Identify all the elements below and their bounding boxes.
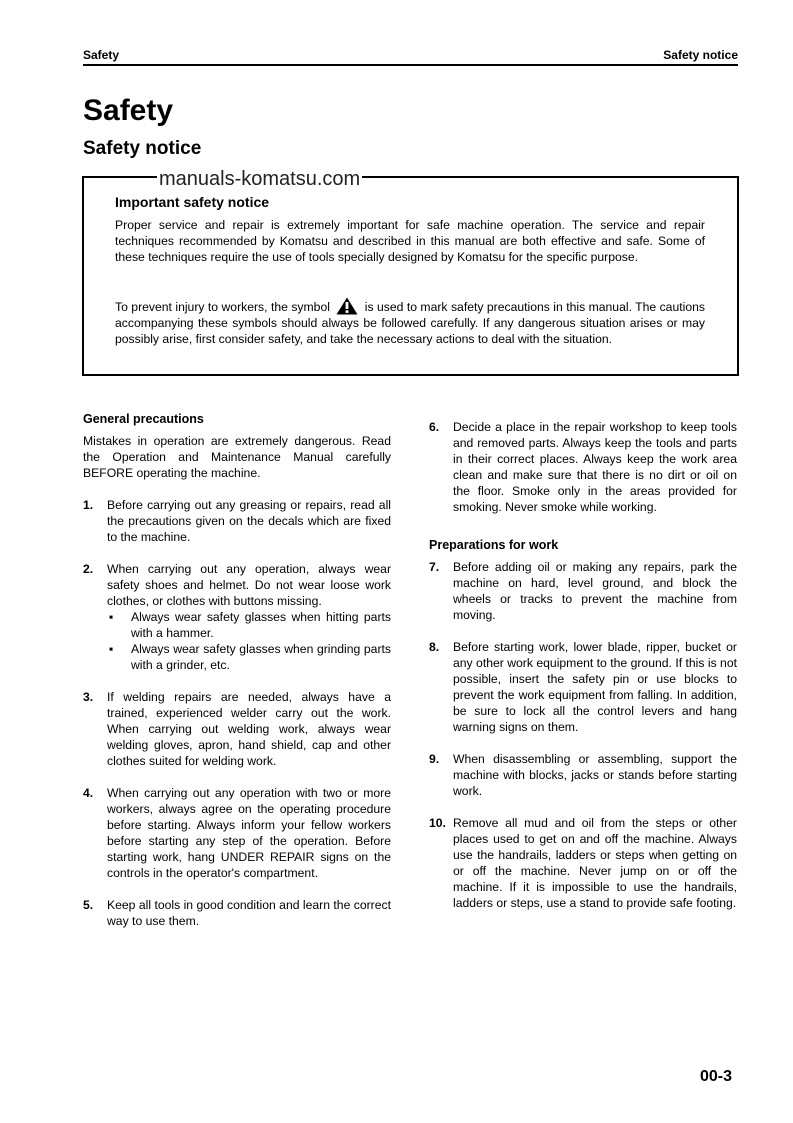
list-item-1: [83, 497, 391, 545]
page-number: 00-3: [700, 1068, 733, 1085]
list-item-4: [83, 785, 391, 881]
item-text: Before carrying out any greasing or repairs, read all the precautions given on the decals which are fixed to the machine.: [107, 498, 391, 544]
page-title: Safety: [83, 94, 174, 127]
notice-paragraph-1: Proper service and repair is extremely important for safe machine operation. The service and repair techniques recommended by Komatsu and described in this manual are both effective and safe. Some of these techniques require the use of tools specially designed by Komatsu for the specific purpose.: [115, 218, 705, 264]
header-topic-label: Safety notice: [663, 48, 738, 62]
header-section-label: Safety: [83, 48, 120, 62]
item-number: 7.: [429, 560, 440, 574]
general-precautions-intro: Mistakes in operation are extremely dangerous. Read the Operation and Maintenance Manual carefully BEFORE operating the machine.: [83, 434, 391, 480]
notice-paragraph-2-end: is used to mark safety precautions in this manual. The cautions accompanying these symbols should always be followed carefully. If any dangerous situation arises or may possibly arise, first consider safety, and take the necessary actions to deal with the situation.: [115, 300, 705, 346]
item-text: Before starting work, lower blade, ripper, bucket or any other work equipment to the ground. If this is not possible, insert the safety pin or use blocks to prevent the work equipment from falling. In addition, be sure to lock all the control levers and hang warning signs on them.: [453, 640, 737, 734]
item-text: When carrying out any operation, always wear safety shoes and helmet. Do not wear loose work clothes, or clothes with buttons missing.: [107, 562, 391, 608]
item-text: When disassembling or assembling, support the machine with blocks, jacks or stands before starting work.: [453, 752, 737, 798]
list-item-8: [429, 639, 737, 735]
preparations-heading: Preparations for work: [429, 538, 559, 552]
right-column: [429, 419, 737, 927]
item-number: 5.: [83, 898, 94, 912]
bullet-text: Always wear safety glasses when hitting parts with a hammer.: [131, 610, 391, 640]
bullet-text: Always wear safety glasses when grinding parts with a grinder, etc.: [131, 642, 391, 672]
item-text: When carrying out any operation with two or more workers, always agree on the operating procedure before starting. Always inform your fellow workers before starting any step of the operation. Before starting work, hang UNDER REPAIR signs on the controls in the operator's compartment.: [107, 786, 391, 880]
item-number: 10.: [429, 816, 446, 830]
sub-bullet-list: [107, 609, 391, 673]
item-text: Decide a place in the repair workshop to keep tools and removed parts. Always keep the tools and parts in their correct places. Always keep the work area clean and make sure that there is no dirt or oil on the floor. Smoke only in the areas provided for smoking. Never smoke while working.: [453, 420, 737, 514]
item-number: 6.: [429, 420, 440, 434]
item-number: 8.: [429, 640, 440, 654]
list-item-10: [429, 815, 737, 911]
list-item-3: [83, 689, 391, 769]
general-precautions-heading: General precautions: [83, 412, 204, 426]
watermark: manuals-komatsu.com: [159, 168, 361, 190]
item-text: Before adding oil or making any repairs, park the machine on hard, level ground, and block the wheels or tracks to prevent the machine from moving.: [453, 560, 737, 622]
notice-paragraph-2: [115, 297, 705, 347]
item-number: 4.: [83, 786, 94, 800]
running-header: [83, 48, 738, 66]
bullet-icon: ▪: [109, 642, 114, 656]
item-number: 3.: [83, 690, 94, 704]
item-number: 2.: [83, 562, 94, 576]
list-item-9: [429, 751, 737, 799]
item-text: Remove all mud and oil from the steps or other places used to get on and off the machine. Always use the handrails, ladders or steps when getting on or off the machine. Never jump on or off the machine. If it is impossible to use the handrails, ladders or steps, use a stand to provide safe footing.: [453, 816, 737, 910]
left-column: [83, 411, 391, 945]
sub-bullet-2: [107, 641, 391, 673]
page-subtitle: Safety notice: [83, 138, 202, 159]
list-item-2: [83, 561, 391, 673]
item-number: 9.: [429, 752, 440, 766]
list-item-7: [429, 559, 737, 623]
list-item-5: [83, 897, 391, 929]
item-text: If welding repairs are needed, always have a trained, experienced welder carry out the work. When carrying out welding work, always wear welding gloves, apron, hand shield, cap and other clothes suited for welding work.: [107, 690, 391, 768]
list-item-6: [429, 419, 737, 515]
bullet-icon: ▪: [109, 610, 114, 624]
notice-title: Important safety notice: [115, 194, 270, 210]
notice-paragraph-2-start: To prevent injury to workers, the symbol: [115, 300, 330, 314]
sub-bullet-1: [107, 609, 391, 641]
warning-triangle-icon: [336, 297, 358, 315]
item-text: Keep all tools in good condition and learn the correct way to use them.: [107, 898, 391, 928]
item-number: 1.: [83, 498, 94, 512]
